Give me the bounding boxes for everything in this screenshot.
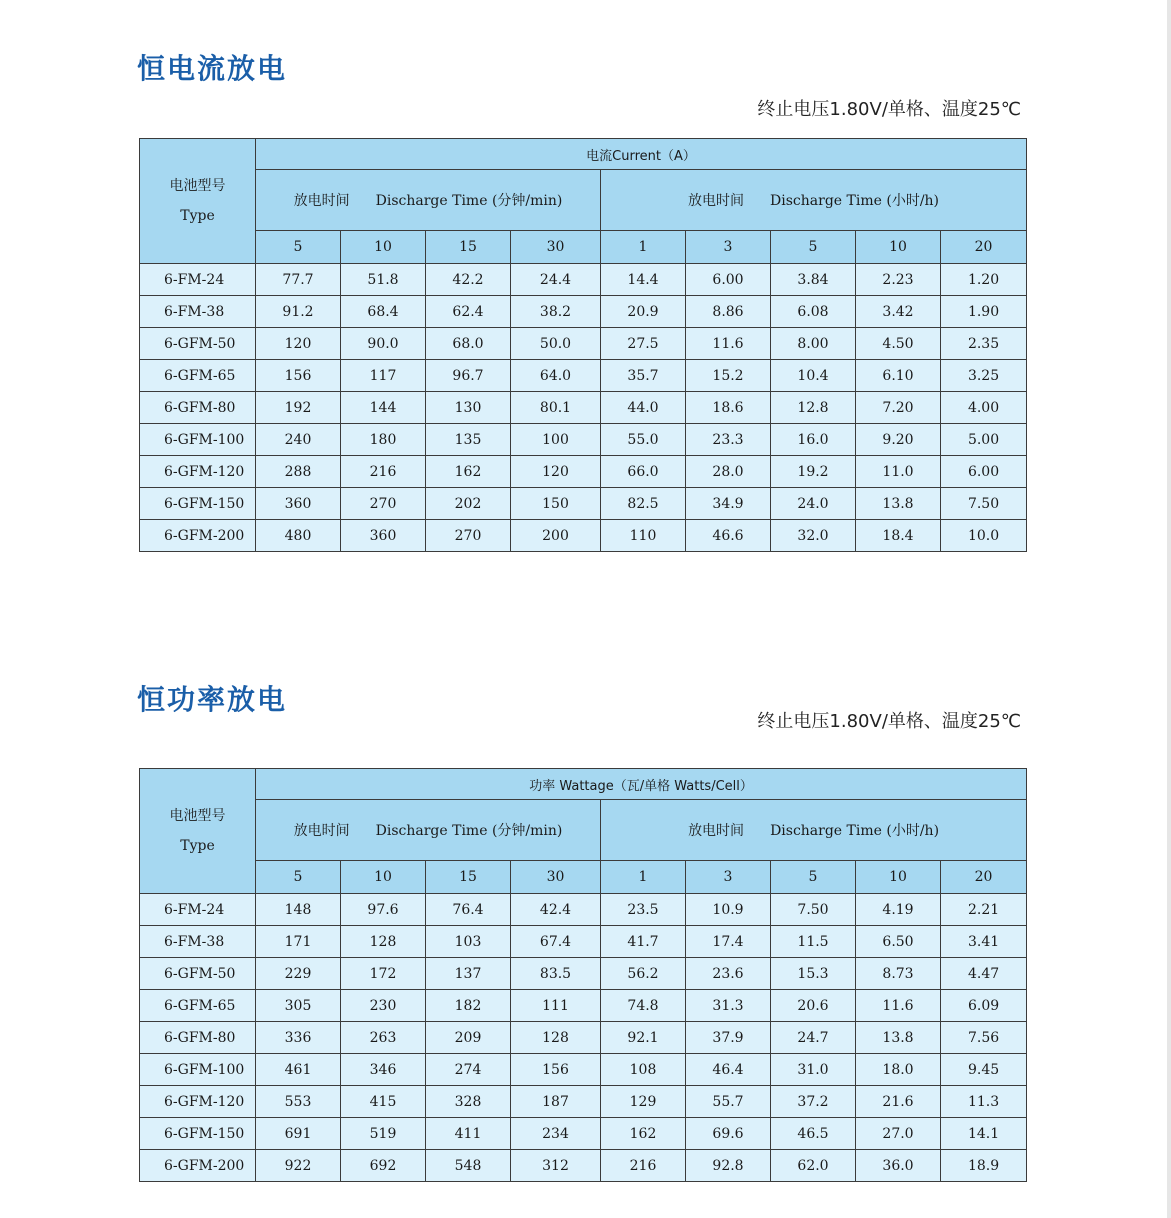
discharge-table: [139, 138, 1027, 552]
time-column-header: 20: [941, 861, 1027, 894]
table-row: [140, 894, 1027, 926]
time-column-header: 10: [341, 231, 426, 264]
value-cell: 360: [256, 488, 341, 520]
header-row-discharge-time: [140, 170, 1027, 231]
value-cell: 35.7: [601, 360, 686, 392]
value-cell: 11.5: [771, 926, 856, 958]
hours-group-label-en: Discharge Time (小时/h): [770, 823, 940, 839]
value-cell: 12.8: [771, 392, 856, 424]
value-cell: 77.7: [256, 264, 341, 296]
battery-model-cell: 6-GFM-200: [140, 520, 256, 552]
value-cell: 229: [256, 958, 341, 990]
value-cell: 62.0: [771, 1150, 856, 1182]
value-cell: 110: [601, 520, 686, 552]
value-cell: 2.35: [941, 328, 1027, 360]
value-cell: 7.50: [941, 488, 1027, 520]
value-cell: 14.4: [601, 264, 686, 296]
value-cell: 270: [341, 488, 426, 520]
value-cell: 55.7: [686, 1086, 771, 1118]
value-cell: 42.2: [426, 264, 511, 296]
value-cell: 3.25: [941, 360, 1027, 392]
header-row-group: [140, 769, 1027, 800]
value-cell: 17.4: [686, 926, 771, 958]
time-column-header: 3: [686, 861, 771, 894]
value-cell: 20.6: [771, 990, 856, 1022]
value-cell: 91.2: [256, 296, 341, 328]
value-cell: 411: [426, 1118, 511, 1150]
battery-model-cell: 6-GFM-65: [140, 990, 256, 1022]
value-cell: 18.9: [941, 1150, 1027, 1182]
value-cell: 171: [256, 926, 341, 958]
value-cell: 76.4: [426, 894, 511, 926]
table-row: [140, 264, 1027, 296]
value-cell: 31.0: [771, 1054, 856, 1086]
value-cell: 24.7: [771, 1022, 856, 1054]
value-cell: 7.50: [771, 894, 856, 926]
value-cell: 519: [341, 1118, 426, 1150]
time-column-header: 5: [771, 231, 856, 264]
value-cell: 200: [511, 520, 601, 552]
section-title: 恒功率放电: [137, 683, 288, 716]
value-cell: 103: [426, 926, 511, 958]
hours-group-header: [601, 170, 1027, 231]
table-row: [140, 1086, 1027, 1118]
section-condition-note: 终止电压1.80V/单格、温度25℃: [757, 711, 1021, 732]
value-cell: 20.9: [601, 296, 686, 328]
value-cell: 36.0: [856, 1150, 941, 1182]
value-cell: 23.6: [686, 958, 771, 990]
time-column-header: 5: [256, 861, 341, 894]
value-cell: 1.20: [941, 264, 1027, 296]
type-header-zh: 电池型号: [169, 808, 226, 824]
value-cell: 82.5: [601, 488, 686, 520]
value-cell: 270: [426, 520, 511, 552]
value-cell: 415: [341, 1086, 426, 1118]
value-cell: 62.4: [426, 296, 511, 328]
battery-model-cell: 6-GFM-120: [140, 456, 256, 488]
value-cell: 3.84: [771, 264, 856, 296]
value-cell: 9.20: [856, 424, 941, 456]
value-cell: 28.0: [686, 456, 771, 488]
time-column-header: 1: [601, 231, 686, 264]
hours-group-label-zh: 放电时间: [688, 823, 745, 839]
type-header-en: Type: [180, 208, 215, 224]
value-cell: 480: [256, 520, 341, 552]
battery-model-cell: 6-GFM-100: [140, 424, 256, 456]
value-cell: 120: [511, 456, 601, 488]
time-column-header: 10: [856, 861, 941, 894]
type-header-zh: 电池型号: [169, 178, 226, 194]
value-cell: 128: [511, 1022, 601, 1054]
table-row: [140, 392, 1027, 424]
value-cell: 328: [426, 1086, 511, 1118]
value-cell: 66.0: [601, 456, 686, 488]
value-cell: 23.5: [601, 894, 686, 926]
battery-model-cell: 6-GFM-80: [140, 1022, 256, 1054]
battery-model-cell: 6-GFM-200: [140, 1150, 256, 1182]
value-cell: 4.50: [856, 328, 941, 360]
value-cell: 27.5: [601, 328, 686, 360]
value-cell: 187: [511, 1086, 601, 1118]
value-cell: 137: [426, 958, 511, 990]
value-cell: 288: [256, 456, 341, 488]
minutes-group-label-zh: 放电时间: [293, 193, 350, 209]
hours-group-label-en: Discharge Time (小时/h): [770, 193, 940, 209]
battery-model-cell: 6-FM-38: [140, 296, 256, 328]
battery-model-cell: 6-FM-38: [140, 926, 256, 958]
minutes-group-header: [256, 800, 601, 861]
value-cell: 7.56: [941, 1022, 1027, 1054]
value-cell: 312: [511, 1150, 601, 1182]
value-cell: 24.0: [771, 488, 856, 520]
header-row-times: [140, 861, 1027, 894]
battery-model-cell: 6-GFM-65: [140, 360, 256, 392]
value-cell: 156: [256, 360, 341, 392]
time-column-header: 10: [341, 861, 426, 894]
table-row: [140, 1150, 1027, 1182]
value-cell: 42.4: [511, 894, 601, 926]
value-cell: 51.8: [341, 264, 426, 296]
time-column-header: 30: [511, 861, 601, 894]
value-cell: 230: [341, 990, 426, 1022]
value-cell: 182: [426, 990, 511, 1022]
value-cell: 216: [601, 1150, 686, 1182]
value-cell: 18.4: [856, 520, 941, 552]
hours-group-label-zh: 放电时间: [688, 193, 745, 209]
value-cell: 8.00: [771, 328, 856, 360]
value-cell: 209: [426, 1022, 511, 1054]
value-cell: 15.2: [686, 360, 771, 392]
time-column-header: 30: [511, 231, 601, 264]
table-row: [140, 488, 1027, 520]
value-cell: 6.08: [771, 296, 856, 328]
value-cell: 129: [601, 1086, 686, 1118]
header-row-group: [140, 139, 1027, 170]
value-cell: 192: [256, 392, 341, 424]
value-cell: 6.09: [941, 990, 1027, 1022]
value-cell: 6.10: [856, 360, 941, 392]
battery-model-cell: 6-GFM-150: [140, 1118, 256, 1150]
value-cell: 46.4: [686, 1054, 771, 1086]
value-cell: 55.0: [601, 424, 686, 456]
value-cell: 548: [426, 1150, 511, 1182]
value-cell: 69.6: [686, 1118, 771, 1150]
time-column-header: 1: [601, 861, 686, 894]
value-cell: 11.0: [856, 456, 941, 488]
value-cell: 92.8: [686, 1150, 771, 1182]
value-cell: 18.0: [856, 1054, 941, 1086]
value-cell: 8.86: [686, 296, 771, 328]
value-cell: 18.6: [686, 392, 771, 424]
table-row: [140, 926, 1027, 958]
value-cell: 156: [511, 1054, 601, 1086]
time-column-header: 5: [256, 231, 341, 264]
value-cell: 162: [426, 456, 511, 488]
value-cell: 461: [256, 1054, 341, 1086]
minutes-group-label-en: Discharge Time (分钟/min): [375, 823, 563, 839]
battery-model-cell: 6-FM-24: [140, 894, 256, 926]
value-cell: 50.0: [511, 328, 601, 360]
value-cell: 68.0: [426, 328, 511, 360]
value-cell: 24.4: [511, 264, 601, 296]
header-row-times: [140, 231, 1027, 264]
value-cell: 3.42: [856, 296, 941, 328]
value-cell: 83.5: [511, 958, 601, 990]
table-row: [140, 990, 1027, 1022]
table-row: [140, 1054, 1027, 1086]
value-cell: 13.8: [856, 488, 941, 520]
value-cell: 6.50: [856, 926, 941, 958]
value-cell: 37.2: [771, 1086, 856, 1118]
value-cell: 5.00: [941, 424, 1027, 456]
value-cell: 10.0: [941, 520, 1027, 552]
group-header: 功率 Wattage（瓦/单格 Watts/Cell）: [256, 769, 1027, 800]
value-cell: 2.21: [941, 894, 1027, 926]
value-cell: 172: [341, 958, 426, 990]
time-column-header: 5: [771, 861, 856, 894]
value-cell: 108: [601, 1054, 686, 1086]
table-row: [140, 1022, 1027, 1054]
value-cell: 14.1: [941, 1118, 1027, 1150]
value-cell: 11.6: [686, 328, 771, 360]
value-cell: 128: [341, 926, 426, 958]
value-cell: 7.20: [856, 392, 941, 424]
time-column-header: 3: [686, 231, 771, 264]
value-cell: 13.8: [856, 1022, 941, 1054]
value-cell: 4.00: [941, 392, 1027, 424]
value-cell: 38.2: [511, 296, 601, 328]
value-cell: 9.45: [941, 1054, 1027, 1086]
value-cell: 32.0: [771, 520, 856, 552]
value-cell: 234: [511, 1118, 601, 1150]
page-edge: [1167, 0, 1171, 1218]
battery-model-cell: 6-GFM-100: [140, 1054, 256, 1086]
value-cell: 46.5: [771, 1118, 856, 1150]
table-row: [140, 456, 1027, 488]
value-cell: 44.0: [601, 392, 686, 424]
value-cell: 305: [256, 990, 341, 1022]
value-cell: 27.0: [856, 1118, 941, 1150]
value-cell: 64.0: [511, 360, 601, 392]
value-cell: 41.7: [601, 926, 686, 958]
value-cell: 3.41: [941, 926, 1027, 958]
value-cell: 21.6: [856, 1086, 941, 1118]
battery-model-cell: 6-GFM-50: [140, 958, 256, 990]
value-cell: 692: [341, 1150, 426, 1182]
value-cell: 150: [511, 488, 601, 520]
minutes-group-label-zh: 放电时间: [293, 823, 350, 839]
value-cell: 15.3: [771, 958, 856, 990]
type-header-cell: [140, 769, 256, 894]
table-row: [140, 958, 1027, 990]
time-column-header: 10: [856, 231, 941, 264]
type-header-en: Type: [180, 838, 215, 854]
value-cell: 46.6: [686, 520, 771, 552]
value-cell: 23.3: [686, 424, 771, 456]
value-cell: 11.6: [856, 990, 941, 1022]
table-row: [140, 1118, 1027, 1150]
value-cell: 202: [426, 488, 511, 520]
section-title: 恒电流放电: [137, 52, 288, 85]
value-cell: 10.9: [686, 894, 771, 926]
value-cell: 92.1: [601, 1022, 686, 1054]
header-row-discharge-time: [140, 800, 1027, 861]
time-column-header: 15: [426, 231, 511, 264]
table-row: [140, 360, 1027, 392]
battery-model-cell: 6-GFM-120: [140, 1086, 256, 1118]
value-cell: 130: [426, 392, 511, 424]
battery-model-cell: 6-GFM-80: [140, 392, 256, 424]
value-cell: 97.6: [341, 894, 426, 926]
table-row: [140, 328, 1027, 360]
value-cell: 6.00: [686, 264, 771, 296]
time-column-header: 15: [426, 861, 511, 894]
value-cell: 263: [341, 1022, 426, 1054]
value-cell: 162: [601, 1118, 686, 1150]
value-cell: 148: [256, 894, 341, 926]
value-cell: 80.1: [511, 392, 601, 424]
table-row: [140, 296, 1027, 328]
hours-group-header: [601, 800, 1027, 861]
value-cell: 274: [426, 1054, 511, 1086]
value-cell: 4.19: [856, 894, 941, 926]
value-cell: 100: [511, 424, 601, 456]
time-column-header: 20: [941, 231, 1027, 264]
table-row: [140, 520, 1027, 552]
value-cell: 19.2: [771, 456, 856, 488]
value-cell: 216: [341, 456, 426, 488]
value-cell: 111: [511, 990, 601, 1022]
value-cell: 553: [256, 1086, 341, 1118]
value-cell: 135: [426, 424, 511, 456]
value-cell: 34.9: [686, 488, 771, 520]
battery-model-cell: 6-GFM-50: [140, 328, 256, 360]
value-cell: 360: [341, 520, 426, 552]
value-cell: 74.8: [601, 990, 686, 1022]
table-row: [140, 424, 1027, 456]
value-cell: 67.4: [511, 926, 601, 958]
minutes-group-label-en: Discharge Time (分钟/min): [375, 193, 563, 209]
value-cell: 8.73: [856, 958, 941, 990]
value-cell: 16.0: [771, 424, 856, 456]
value-cell: 1.90: [941, 296, 1027, 328]
type-header-cell: [140, 139, 256, 264]
battery-model-cell: 6-GFM-150: [140, 488, 256, 520]
discharge-table: [139, 768, 1027, 1182]
section-condition-note: 终止电压1.80V/单格、温度25℃: [757, 99, 1021, 120]
value-cell: 90.0: [341, 328, 426, 360]
value-cell: 11.3: [941, 1086, 1027, 1118]
value-cell: 180: [341, 424, 426, 456]
value-cell: 68.4: [341, 296, 426, 328]
value-cell: 31.3: [686, 990, 771, 1022]
value-cell: 144: [341, 392, 426, 424]
value-cell: 37.9: [686, 1022, 771, 1054]
value-cell: 117: [341, 360, 426, 392]
value-cell: 120: [256, 328, 341, 360]
value-cell: 56.2: [601, 958, 686, 990]
group-header: 电流Current（A）: [256, 139, 1027, 170]
value-cell: 346: [341, 1054, 426, 1086]
value-cell: 2.23: [856, 264, 941, 296]
value-cell: 96.7: [426, 360, 511, 392]
value-cell: 6.00: [941, 456, 1027, 488]
minutes-group-header: [256, 170, 601, 231]
value-cell: 10.4: [771, 360, 856, 392]
value-cell: 691: [256, 1118, 341, 1150]
value-cell: 922: [256, 1150, 341, 1182]
value-cell: 4.47: [941, 958, 1027, 990]
value-cell: 240: [256, 424, 341, 456]
battery-model-cell: 6-FM-24: [140, 264, 256, 296]
value-cell: 336: [256, 1022, 341, 1054]
